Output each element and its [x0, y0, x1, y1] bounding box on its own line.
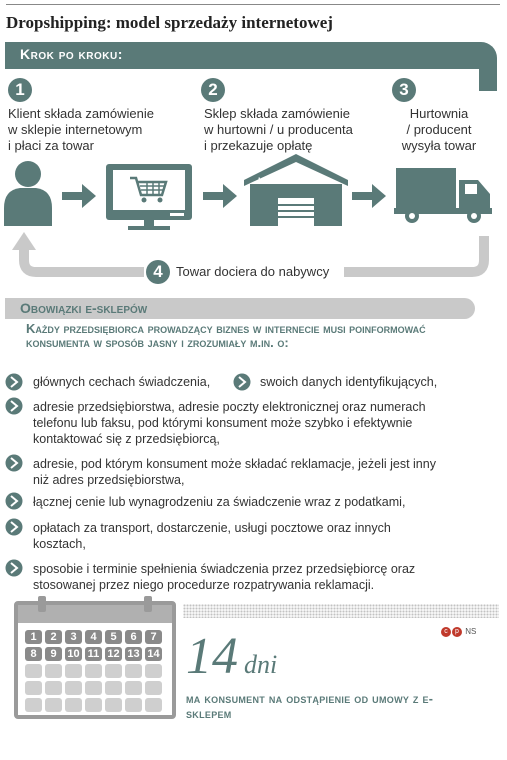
- calendar-ring-right: [144, 596, 152, 612]
- duty-6-text: opłatach za transport, dostarczenie, usługi pocztowe oraz innych kosztach,: [33, 521, 391, 551]
- page-title: Dropshipping: model sprzedaży internetowej: [6, 13, 333, 32]
- calendar-day-5: 5: [105, 630, 122, 644]
- credits-author: NS: [465, 627, 477, 637]
- calendar-empty-cell: [65, 681, 82, 695]
- duty-1-icon: [6, 374, 23, 391]
- step-1-line-3: i płaci za towar: [8, 138, 94, 153]
- duty-6-icon: [6, 519, 23, 536]
- steps-header-fold: [462, 69, 497, 91]
- copyright-icon: c: [441, 627, 451, 637]
- duty-7-text: sposobie i terminie spełnienia świadczenia przez przedsiębiorcę oraz stosowanej przez niego procedurze rozpatrywania reklamacji.: [33, 562, 416, 592]
- withdrawal-text: ma konsument na odstąpienie od umowy z e-sklepem: [186, 692, 434, 721]
- step-4-number: 4: [146, 260, 170, 284]
- calendar-day-7: 7: [145, 630, 162, 644]
- calendar-day-2: 2: [45, 630, 62, 644]
- step-3-line-2: / producent: [406, 122, 472, 137]
- duty-1-text: głównych cechach świadczenia,: [33, 375, 211, 389]
- arrow-2-icon: [203, 184, 237, 208]
- calendar-empty-cell: [25, 698, 42, 712]
- calendar-empty-cell: [65, 698, 82, 712]
- calendar-empty-cell: [125, 664, 142, 678]
- title-rule: [6, 4, 500, 5]
- calendar-day-8: 8: [25, 647, 42, 661]
- calendar-empty-cell: [145, 698, 162, 712]
- duties-intro: Każdy przedsiębiorca prowadzący biznes w internecie musi poinformować konsumenta w sposób jasny i zrozumiały m.in. o:: [26, 321, 426, 350]
- duty-7-icon: [6, 560, 23, 577]
- calendar-empty-cell: [45, 698, 62, 712]
- step-1-line-1: Klient składa zamówienie: [8, 106, 154, 121]
- calendar-day-12: 12: [105, 647, 122, 661]
- calendar-empty-cell: [45, 664, 62, 678]
- duty-5-text: łącznej cenie lub wynagrodzeniu za świadczenie wraz z podatkami,: [33, 495, 406, 509]
- days-word: dni: [244, 650, 278, 679]
- calendar-empty-cell: [105, 664, 122, 678]
- duty-3-text: adresie przedsiębiorstwa, adresie poczty elektronicznej oraz numerach telefonu lub faksu, pod którymi konsument może szybko i efektywnie kontaktować się z przedsiębiorcą,: [33, 400, 426, 446]
- step-3-line-3: wysyła towar: [401, 138, 477, 153]
- customer-icon: [4, 161, 52, 226]
- calendar-empty-cell: [85, 681, 102, 695]
- calendar-day-9: 9: [45, 647, 62, 661]
- dotted-band: [183, 604, 499, 618]
- calendar-day-11: 11: [85, 647, 102, 661]
- duty-4-text: adresie, pod którym konsument może składać reklamacje, jeżeli jest inny niż adres przedsiębiorstwa,: [33, 457, 436, 487]
- loop-arrowhead-icon: [12, 232, 36, 250]
- step-3-line-1: Hurtownia: [409, 106, 469, 121]
- calendar-ring-left: [38, 596, 46, 612]
- duty-2-icon: [234, 374, 251, 391]
- calendar-day-4: 4: [85, 630, 102, 644]
- arrow-1-icon: [62, 184, 96, 208]
- step-2-line-1: Sklep składa zamówienie: [204, 106, 350, 121]
- duty-4-icon: [6, 455, 23, 472]
- calendar-day-1: 1: [25, 630, 42, 644]
- step-1-text: [8, 106, 154, 154]
- warehouse-label: HURTOWNIA: [258, 176, 317, 186]
- calendar-empty-cell: [25, 681, 42, 695]
- step-1-line-2: w sklepie internetowym: [8, 122, 143, 137]
- calendar-empty-cell: [125, 681, 142, 695]
- calendar-empty-cell: [145, 664, 162, 678]
- arrow-3-icon: [352, 184, 386, 208]
- duty-5-icon: [6, 493, 23, 510]
- steps-header-label: Krok po kroku:: [20, 46, 123, 62]
- duty-2-text: swoich danych identyfikujących,: [260, 375, 438, 389]
- step-2-text: [204, 106, 353, 154]
- publisher-icon: p: [452, 627, 462, 637]
- calendar-empty-cell: [65, 664, 82, 678]
- calendar-empty-cell: [105, 698, 122, 712]
- calendar-day-14: 14: [145, 647, 162, 661]
- truck-icon: [394, 168, 492, 223]
- calendar-empty-cell: [25, 664, 42, 678]
- calendar-day-10: 10: [65, 647, 82, 661]
- calendar-empty-cell: [145, 681, 162, 695]
- step-3-text: [396, 106, 482, 154]
- duties-header-label: Obowiązki e-sklepów: [20, 300, 148, 316]
- step-2-line-2: w hurtowni / u producenta: [204, 122, 353, 137]
- warehouse-icon: [244, 154, 348, 226]
- step-1-number: 1: [8, 78, 32, 102]
- calendar-day-13: 13: [125, 647, 142, 661]
- step-2-line-3: i przekazuje opłatę: [204, 138, 313, 153]
- calendar-empty-cell: [85, 698, 102, 712]
- step-3-number: 3: [392, 78, 416, 102]
- calendar-day-3: 3: [65, 630, 82, 644]
- duty-3-icon: [6, 398, 23, 415]
- calendar-empty-cell: [85, 664, 102, 678]
- calendar-empty-cell: [105, 681, 122, 695]
- credits: [441, 627, 476, 637]
- calendar-empty-cell: [125, 698, 142, 712]
- calendar-day-6: 6: [125, 630, 142, 644]
- step-4-text: Towar dociera do nabywcy: [176, 264, 330, 279]
- calendar-empty-cell: [45, 681, 62, 695]
- days-number: 14: [186, 628, 238, 685]
- online-shop-icon: [106, 164, 192, 230]
- step-2-number: 2: [201, 78, 225, 102]
